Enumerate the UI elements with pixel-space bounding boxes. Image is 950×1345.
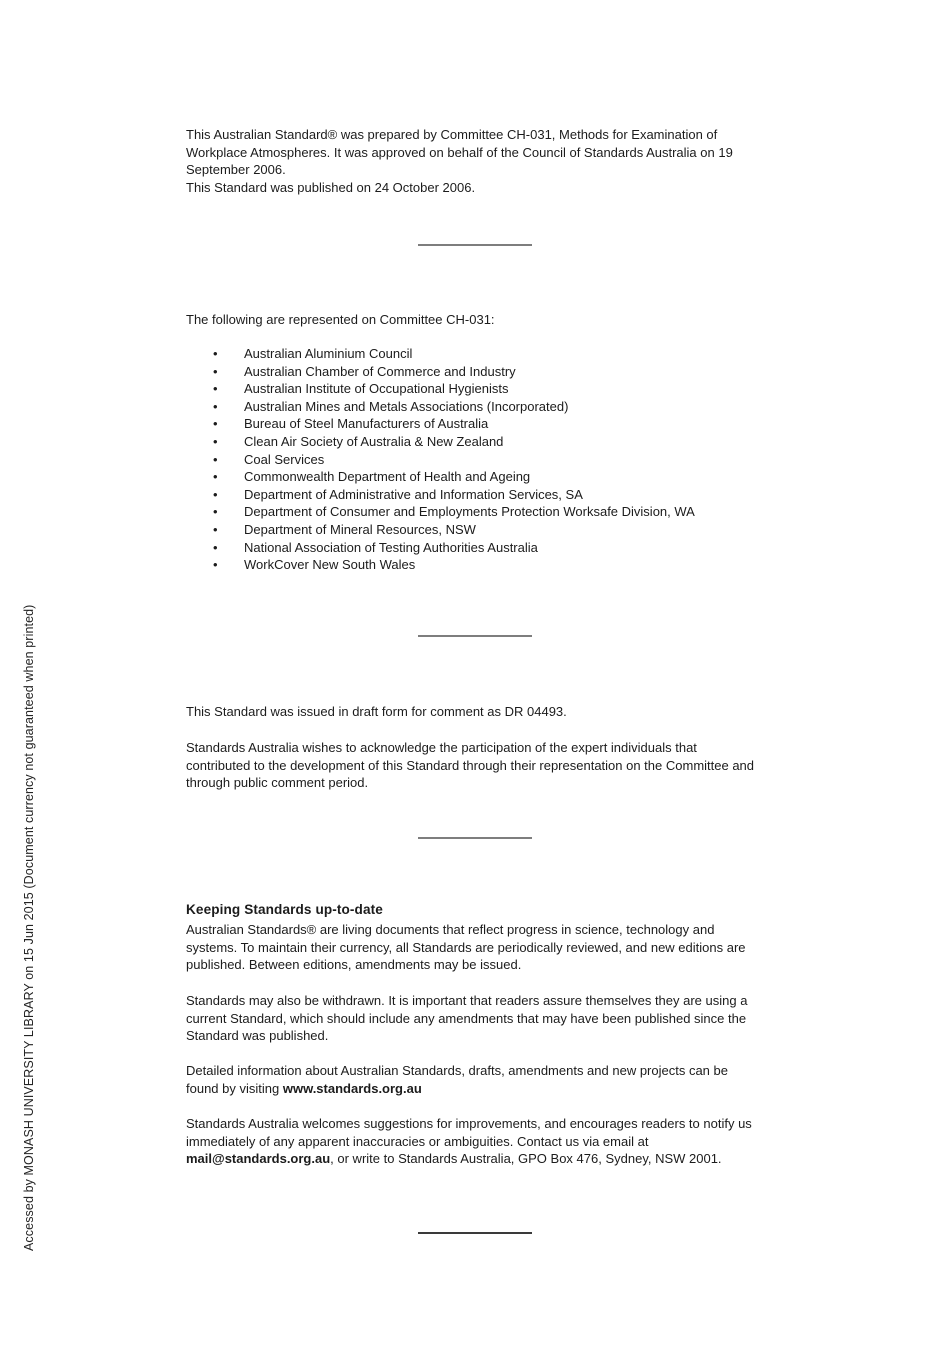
committee-representation-intro: The following are represented on Committee CH-031:	[186, 312, 495, 327]
committee-member: • Bureau of Steel Manufacturers of Australia	[186, 415, 764, 433]
committee-member: • Australian Aluminium Council	[186, 345, 764, 363]
committee-member: • Clean Air Society of Australia & New Zealand	[186, 433, 764, 451]
contact-email-text: mail@standards.org.au	[186, 1151, 331, 1167]
library-access-watermark: Accessed by MONASH UNIVERSITY LIBRARY on 15 Jun 2015 (Document currency not guaranteed when printed)	[22, 604, 36, 1251]
keeping-standards-heading: Keeping Standards up-to-date	[186, 902, 383, 917]
committee-member: • Coal Services	[186, 451, 764, 469]
withdrawn-standards-paragraph: Standards may also be withdrawn. It is important that readers assure themselves they are using a current Standard, which should include any amendments that may have been published since the Standard was published.	[186, 993, 748, 1044]
postal-address-text: , or write to Standards Australia, GPO Box 476, Sydney, NSW 2001.	[330, 1151, 722, 1167]
committee-member: • Department of Consumer and Employments Protection Worksafe Division, WA	[186, 503, 764, 521]
living-documents-paragraph: Australian Standards® are living documents that reflect progress in science, technology and systems. To maintain their currency, all Standards are periodically reviewed, and new editions are published. Between editions, amendments may be issued.	[186, 922, 746, 973]
section-divider	[418, 244, 532, 246]
committee-member: • Australian Institute of Occupational Hygienists	[186, 380, 764, 398]
committee-member: • Department of Mineral Resources, NSW	[186, 521, 764, 539]
suggestions-paragraph	[186, 1115, 764, 1168]
committee-member: • Department of Administrative and Information Services, SA	[186, 486, 764, 504]
committee-member: • Australian Chamber of Commerce and Industry	[186, 363, 764, 381]
prepared-text: This Australian Standard® was prepared by Committee CH-031, Methods for Examination of Workplace Atmospheres. It was approved on behalf of the Council of Standards Australia on 19 September 2006.	[186, 127, 733, 178]
detailed-information-paragraph	[186, 1062, 764, 1097]
committee-member: • National Association of Testing Authorities Australia	[186, 539, 764, 557]
committee-member: • Commonwealth Department of Health and Ageing	[186, 468, 764, 486]
suggestions-text: Standards Australia welcomes suggestions for improvements, and encourages readers to notify us immediately of any apparent inaccuracies or ambiguities. Contact us via email at	[186, 1116, 752, 1149]
committee-member: • Australian Mines and Metals Associations (Incorporated)	[186, 398, 764, 416]
section-divider	[418, 1232, 532, 1234]
committee-member: • WorkCover New South Wales	[186, 556, 764, 574]
published-text: This Standard was published on 24 October 2006.	[186, 179, 476, 195]
acknowledgement-paragraph: Standards Australia wishes to acknowledge the participation of the expert individuals that contributed to the development of this Standard through their representation on the Committee and through public comment period.	[186, 740, 755, 791]
standards-website-text: www.standards.org.au	[282, 1080, 422, 1096]
draft-comment-note: This Standard was issued in draft form for comment as DR 04493.	[186, 704, 567, 719]
section-divider	[418, 837, 532, 839]
committee-member-list	[186, 345, 764, 574]
detailed-information-text: Detailed information about Australian Standards, drafts, amendments and new projects can be found by visiting	[186, 1063, 728, 1096]
section-divider	[418, 635, 532, 637]
preparation-paragraph	[186, 126, 764, 196]
